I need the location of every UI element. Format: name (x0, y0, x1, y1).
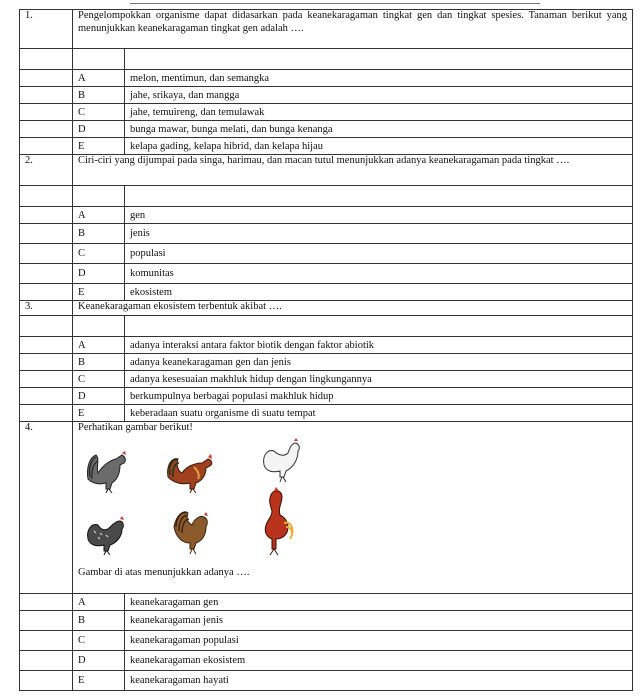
option-letter: B (73, 87, 125, 104)
option-text: ekosistem (125, 284, 633, 301)
question-1-row (20, 10, 633, 49)
rooster-red-icon (164, 451, 218, 493)
option-letter: C (73, 104, 125, 121)
option-row[interactable] (20, 337, 633, 354)
option-row[interactable] (20, 611, 633, 631)
option-text: keanekaragaman hayati (125, 671, 633, 691)
question-3-row (20, 301, 633, 316)
option-letter: D (73, 388, 125, 405)
option-text: adanya interaksi antara faktor biotik dengan faktor abiotik (125, 337, 633, 354)
option-text: adanya kesesuaian makhluk hidup dengan lingkungannya (125, 371, 633, 388)
option-letter: D (73, 264, 125, 284)
option-row[interactable] (20, 70, 633, 87)
option-text: jenis (125, 224, 633, 244)
option-letter: E (73, 138, 125, 155)
option-text: jahe, srikaya, dan mangga (125, 87, 633, 104)
rooster-tall-icon (258, 487, 300, 557)
rooster-grey-icon (82, 449, 132, 493)
question-stem: Keanekaragaman ekosistem terbentuk akibat …. (73, 301, 633, 316)
question-4-row (20, 422, 633, 594)
option-row[interactable] (20, 104, 633, 121)
question-table (19, 9, 633, 691)
option-text: gen (125, 207, 633, 224)
option-letter: E (73, 284, 125, 301)
option-letter: A (73, 207, 125, 224)
option-text: melon, mentimun, dan semangka (125, 70, 633, 87)
option-letter: A (73, 594, 125, 611)
question-stem: Perhatikan gambar berikut! (78, 422, 193, 433)
option-row[interactable] (20, 264, 633, 284)
option-row[interactable] (20, 594, 633, 611)
hen-white-icon (258, 437, 302, 483)
question-2-row (20, 155, 633, 186)
option-text: keanekaragaman jenis (125, 611, 633, 631)
option-row[interactable] (20, 121, 633, 138)
option-row[interactable] (20, 631, 633, 651)
option-letter: A (73, 70, 125, 87)
option-text: keanekaragaman populasi (125, 631, 633, 651)
option-text: adanya keanekaragaman gen dan jenis (125, 354, 633, 371)
option-letter: D (73, 121, 125, 138)
option-text: jahe, temuireng, dan temulawak (125, 104, 633, 121)
option-text: keberadaan suatu organisme di suatu tempat (125, 405, 633, 422)
option-row[interactable] (20, 224, 633, 244)
option-text: keanekaragaman ekosistem (125, 651, 633, 671)
option-text: keanekaragaman gen (125, 594, 633, 611)
option-letter: E (73, 405, 125, 422)
option-row[interactable] (20, 671, 633, 691)
option-letter: B (73, 611, 125, 631)
option-letter: B (73, 354, 125, 371)
option-letter: D (73, 651, 125, 671)
rooster-brown-icon (170, 505, 214, 555)
option-letter: E (73, 671, 125, 691)
option-row[interactable] (20, 284, 633, 301)
option-text: berkumpulnya berbagai populasi makhluk hidup (125, 388, 633, 405)
option-row[interactable] (20, 244, 633, 264)
option-letter: B (73, 224, 125, 244)
option-row[interactable] (20, 388, 633, 405)
option-row[interactable] (20, 207, 633, 224)
option-row[interactable] (20, 371, 633, 388)
question-stem: Ciri-ciri yang dijumpai pada singa, harimau, dan macan tutul menunjukkan adanya keanekaragaman pada tingkat …. (73, 155, 633, 186)
option-row[interactable] (20, 651, 633, 671)
option-letter: C (73, 371, 125, 388)
option-text: kelapa gading, kelapa hibrid, dan kelapa hijau (125, 138, 633, 155)
rooster-dark-icon (82, 513, 130, 555)
option-row[interactable] (20, 87, 633, 104)
figure-caption: Gambar di atas menunjukkan adanya …. (78, 566, 250, 578)
question-stem-block (73, 422, 633, 594)
chicken-figure (78, 435, 627, 563)
option-row[interactable] (20, 405, 633, 422)
question-stem: Pengelompokkan organisme dapat didasarkan pada keanekaragaman tingkat gen dan tingkat spesies. Tanaman berikut yang menunjukkan keanekaragaman tingkat gen adalah …. (73, 10, 633, 49)
option-text: populasi (125, 244, 633, 264)
option-letter: A (73, 337, 125, 354)
question-number: 2. (20, 155, 73, 186)
option-text: bunga mawar, bunga melati, dan bunga kenanga (125, 121, 633, 138)
question-number: 4. (20, 422, 73, 594)
question-number: 1. (20, 10, 73, 49)
option-row[interactable] (20, 354, 633, 371)
option-text: komunitas (125, 264, 633, 284)
option-letter: C (73, 244, 125, 264)
option-letter: C (73, 631, 125, 651)
page-top-rule (130, 3, 540, 4)
option-row[interactable] (20, 138, 633, 155)
question-number: 3. (20, 301, 73, 316)
